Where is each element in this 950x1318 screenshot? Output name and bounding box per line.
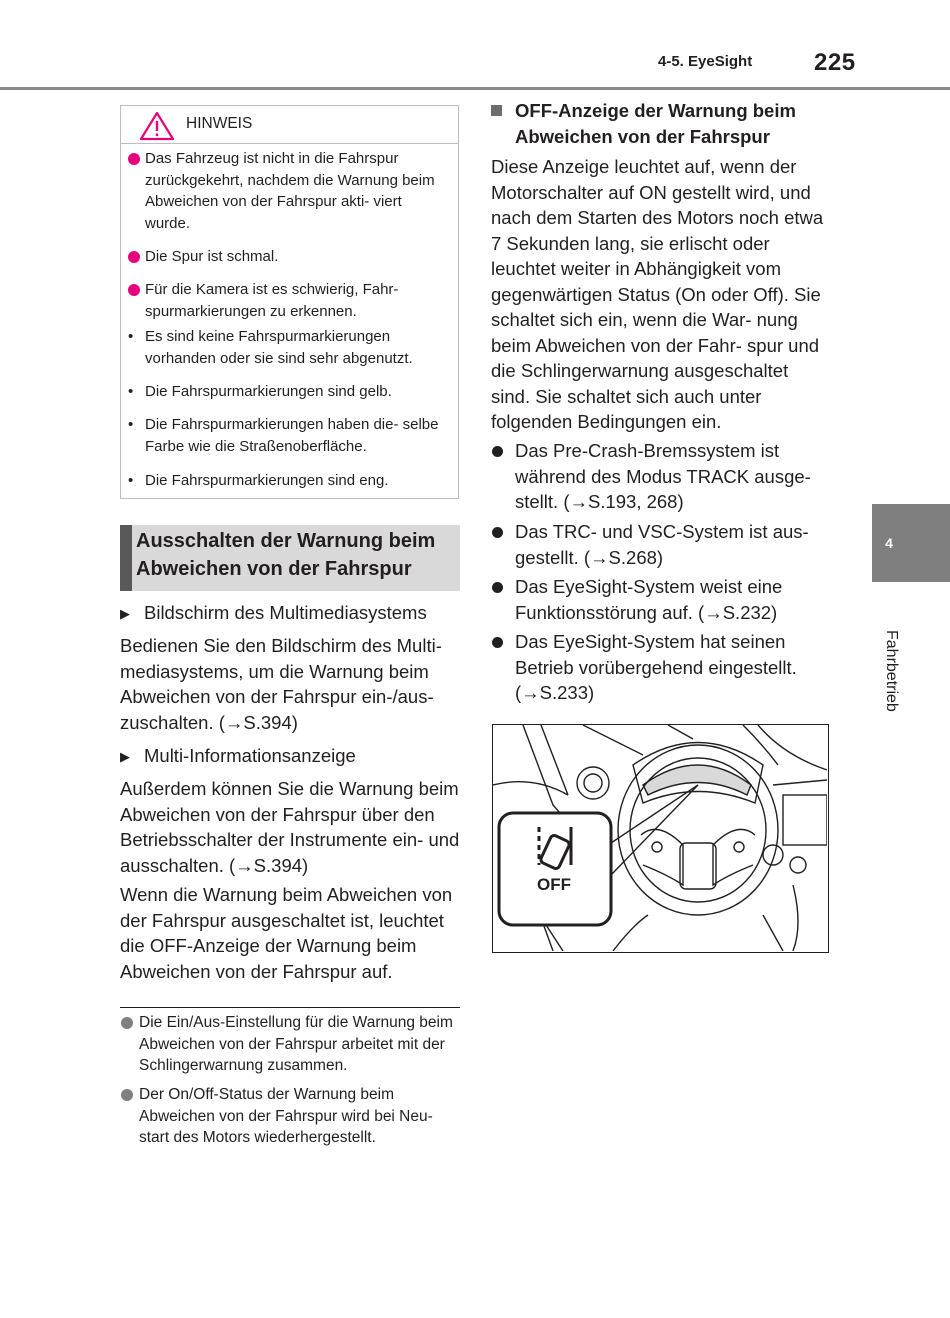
footnote (139, 1012, 464, 1077)
sub-bullet-icon: • (128, 328, 134, 345)
triangle-bullet-icon: ▶ (120, 749, 130, 764)
notice-title: HINWEIS (186, 115, 253, 132)
bullet-dot-icon (121, 1017, 133, 1029)
footnote (139, 1084, 464, 1149)
list-item (515, 574, 835, 625)
list-item (515, 519, 835, 570)
list-item-text: Das EyeSight-System weist eine Funktionsstörung auf. (→S.232) (515, 576, 783, 623)
notice-item (145, 279, 445, 322)
notice-subitem-text: Die Fahrspurmarkierungen sind eng. (145, 472, 389, 489)
bullet-dot-icon (492, 582, 503, 593)
triangle-bullet-icon: ▶ (120, 606, 130, 621)
notice-item-text: Für die Kamera ist es schwierig, Fahr- spurmarkierungen zu erkennen. (145, 281, 399, 320)
chapter-tab-label: Fahrbetrieb (883, 630, 900, 712)
bullet-dot-icon (128, 251, 140, 263)
list-item-text: Das TRC- und VSC-System ist aus- gestellt. (→S.268) (515, 521, 809, 568)
bullet-dot-icon (492, 446, 503, 457)
list-item-text: Das EyeSight-System hat seinen Betrieb vorübergehend eingestellt. (→S.233) (515, 631, 797, 703)
bullet-dot-icon (121, 1089, 133, 1101)
paragraph: Wenn die Warnung beim Abweichen von der Fahrspur ausgeschaltet ist, leuchtet die OFF-Anzeige der Warnung beim Abweichen von der Fahrspur auf. (120, 884, 453, 982)
section-heading: Ausschalten der Warnung beim Abweichen von der Fahrspur (136, 530, 436, 580)
square-bullet-icon (491, 105, 502, 116)
list-item (515, 438, 835, 515)
notice-subitem (128, 414, 445, 457)
bullet-dot-icon (492, 637, 503, 648)
notice-box (120, 105, 459, 499)
warning-triangle-icon (139, 111, 175, 141)
list-item-text: Das Pre-Crash-Bremssystem ist während des Modus TRACK ausge- stellt. (→S.193, 268) (515, 440, 811, 512)
paragraph: Diese Anzeige leuchtet auf, wenn der Motorschalter auf ON gestellt wird, und nach dem Starten des Motors noch etwa 7 Sekunden lang, sie erlischt oder leuchtet weiter in Abhängigkeit vom gegenwärtigen Status (On oder Off). Sie schaltet sich ein, wenn die War- nung beim Abweichen von der Fahr- spur und die Schlingerwarnung ausgeschaltet sind. Sie schaltet sich auch unter folgenden Bedingungen ein. (491, 156, 824, 432)
notice-subitem (128, 470, 445, 492)
notice-subitem-text: Es sind keine Fahrspurmarkierungen vorhanden oder sie sind sehr abgenutzt. (145, 328, 413, 367)
off-indicator-label: OFF (537, 875, 571, 894)
notice-subitem-text: Die Fahrspurmarkierungen haben die- selbe Farbe wie die Straßenoberfläche. (145, 416, 439, 455)
notice-subitem-text: Die Fahrspurmarkierungen sind gelb. (145, 383, 392, 400)
notice-item (145, 148, 445, 234)
bullet-dot-icon (128, 153, 140, 165)
list-item (515, 629, 835, 706)
subsection-heading: OFF-Anzeige der Warnung beim Abweichen von der Fahrspur (515, 100, 796, 147)
paragraph: Außerdem können Sie die Warnung beim Abweichen von der Fahrspur über den Betriebsschalter der Instrumente ein- und ausschalten. (→S.394) (120, 778, 460, 876)
notice-subitem (128, 381, 445, 403)
option-text: Multi-Informationsanzeige (144, 745, 356, 766)
dashboard-drawing (493, 725, 827, 951)
sub-bullet-icon: • (128, 472, 134, 489)
page-number: 225 (814, 49, 856, 76)
footnote-text: Der On/Off-Status der Warnung beim Abweichen von der Fahrspur wird bei Neu- start des Motors wiederhergestellt. (139, 1086, 433, 1146)
notice-header (121, 106, 458, 144)
dashboard-illustration (492, 724, 829, 953)
section-heading-bar (120, 525, 132, 591)
bullet-dot-icon (128, 284, 140, 296)
footnote-divider (120, 1007, 460, 1008)
paragraph: Bedienen Sie den Bildschirm des Multi- mediasystems, um die Warnung beim Abweichen von der Fahrspur ein-/aus- zuschalten. (→S.394) (120, 635, 442, 733)
notice-item (145, 246, 445, 268)
chapter-tab-number: 4 (885, 535, 893, 551)
section-title: 4-5. EyeSight (658, 53, 753, 70)
footnote-text: Die Ein/Aus-Einstellung für die Warnung beim Abweichen von der Fahrspur arbeitet mit der Schlingerwarnung zusammen. (139, 1014, 453, 1074)
option-text: Bildschirm des Multimediasystems (144, 602, 427, 623)
header-divider (0, 87, 950, 90)
bullet-dot-icon (492, 527, 503, 538)
sub-bullet-icon: • (128, 383, 134, 400)
notice-item-text: Die Spur ist schmal. (145, 248, 279, 265)
notice-subitem (128, 326, 445, 369)
notice-item-text: Das Fahrzeug ist nicht in die Fahrspur zurückgekehrt, nachdem die Warnung beim Abweichen von der Fahrspur akti- viert wurde. (145, 150, 435, 232)
sub-bullet-icon: • (128, 416, 134, 433)
